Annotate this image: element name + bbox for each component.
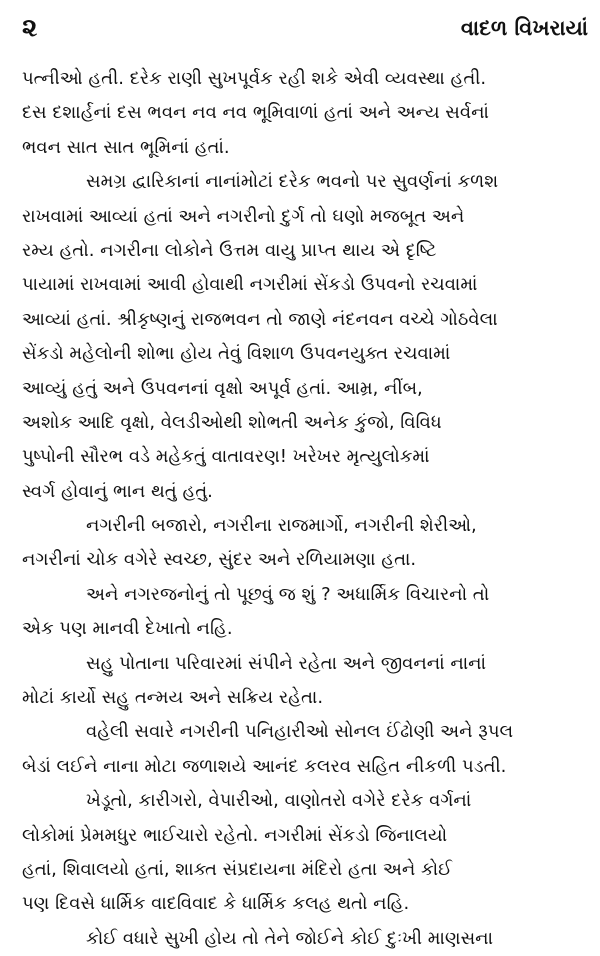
text-line: હતાં, શિવાલયો હતાં, શાક્ત સંપ્રદાયના મંદિરો હતા અને કોઈ [22,858,453,880]
text-line: આવ્યાં હતાં. શ્રીકૃષ્ણનું રાજભવન તો જાણે નંદનવન વચ્ચે ગોઠવેલા [22,308,498,330]
text-line: નગરીનાં ચોક વગેરે સ્વચ્છ, સુંદર અને રળિયામણા હતા. [22,549,417,571]
text-line: રાખવામાં આવ્યાં હતાં અને નગરીનો દુર્ગ તો ઘણો મજબૂત અને [22,205,465,227]
page-number: ૨ [22,12,38,43]
text-line: સહુ પોતાના પરિવારમાં સંપીને રહેતા અને જીવનનાં નાનાં [86,652,486,674]
text-line: વહેલી સવારે નગરીની પનિહારીઓ સોનલ ઈંઢોણી અને રૂપલ [86,721,514,743]
text-line: અને નગરજનોનું તો પૂછવું જ શું ? અધાર્મિક વિચારનો તો [86,583,490,605]
text-line: સેંકડો મહેલોની શોભા હોય તેવું વિશાળ ઉપવનયુક્ત રચવામાં [22,343,451,365]
text-line: કોઈ વધારે સુખી હોય તો તેને જોઈને કોઈ દુઃખી માણસના [86,927,493,949]
text-line: નગરીની બજારો, નગરીના રાજમાર્ગો, નગરીની શેરીઓ, [86,515,477,537]
text-line: રમ્ય હતો. નગરીના લોકોને ઉત્તમ વાયુ પ્રાપ્ત થાય એ દૃષ્ટિ [22,239,437,261]
text-line: અશોક આદિ વૃક્ષો, વેલડીઓથી શોભતી અનેક કુંજો, વિવિધ [22,411,442,433]
text-line: પણ દિવસે ધાર્મિક વાદવિવાદ કે ધાર્મિક કલહ થતો નહિ. [22,893,410,915]
page-header [22,8,588,48]
text-line: સ્વર્ગ હોવાનું ભાન થતું હતું. [22,480,213,502]
text-line: પુષ્પોની સૌરભ વડે મહેકતું વાતાવરણ! ખરેખર મૃત્યુલોકમાં [22,446,430,468]
text-line: બેડાં લઈને નાના મોટા જળાશયે આનંદ કલરવ સહિત નીકળી પડતી. [22,755,507,777]
text-line: મોટાં કાર્યો સહુ તન્મય અને સક્રિય રહેતા. [22,687,324,709]
text-line: પત્નીઓ હતી. દરેક રાણી સુખપૂર્વક રહી શકે એવી વ્યવસ્થા હતી. [22,68,487,89]
text-line: આવ્યું હતું અને ઉપવનનાં વૃક્ષો અપૂર્વ હતાં. આમ્ર, નીંબ, [22,377,423,399]
body-text [22,62,588,956]
text-line: ભવન સાત સાત ભૂમિનાં હતાં. [22,136,230,158]
text-line: ખેડૂતો, કારીગરો, વેપારીઓ, વાણોતરો વગેરે દરેક વર્ગનાં [86,790,472,812]
text-line: એક પણ માનવી દેખાતો નહિ. [22,618,233,640]
text-line: લોકોમાં પ્રેમમધુર ભાઈચારો રહેતો. નગરીમાં સેંકડો જિનાલયો [22,824,448,846]
text-line: સમગ્ર દ્વારિકાનાં નાનાંમોટાં દરેક ભવનો પર સુવર્ણનાં કળશ [86,171,499,193]
text-line: દસ દશાર્હનાં દસ ભવન નવ નવ ભૂમિવાળાં હતાં અને અન્ય સર્વનાં [22,102,489,124]
text-line: પાયામાં રાખવામાં આવી હોવાથી નગરીમાં સેંકડો ઉપવનો રચવામાં [22,274,478,296]
running-title: વાદળ વિખરાયાં [460,15,588,40]
